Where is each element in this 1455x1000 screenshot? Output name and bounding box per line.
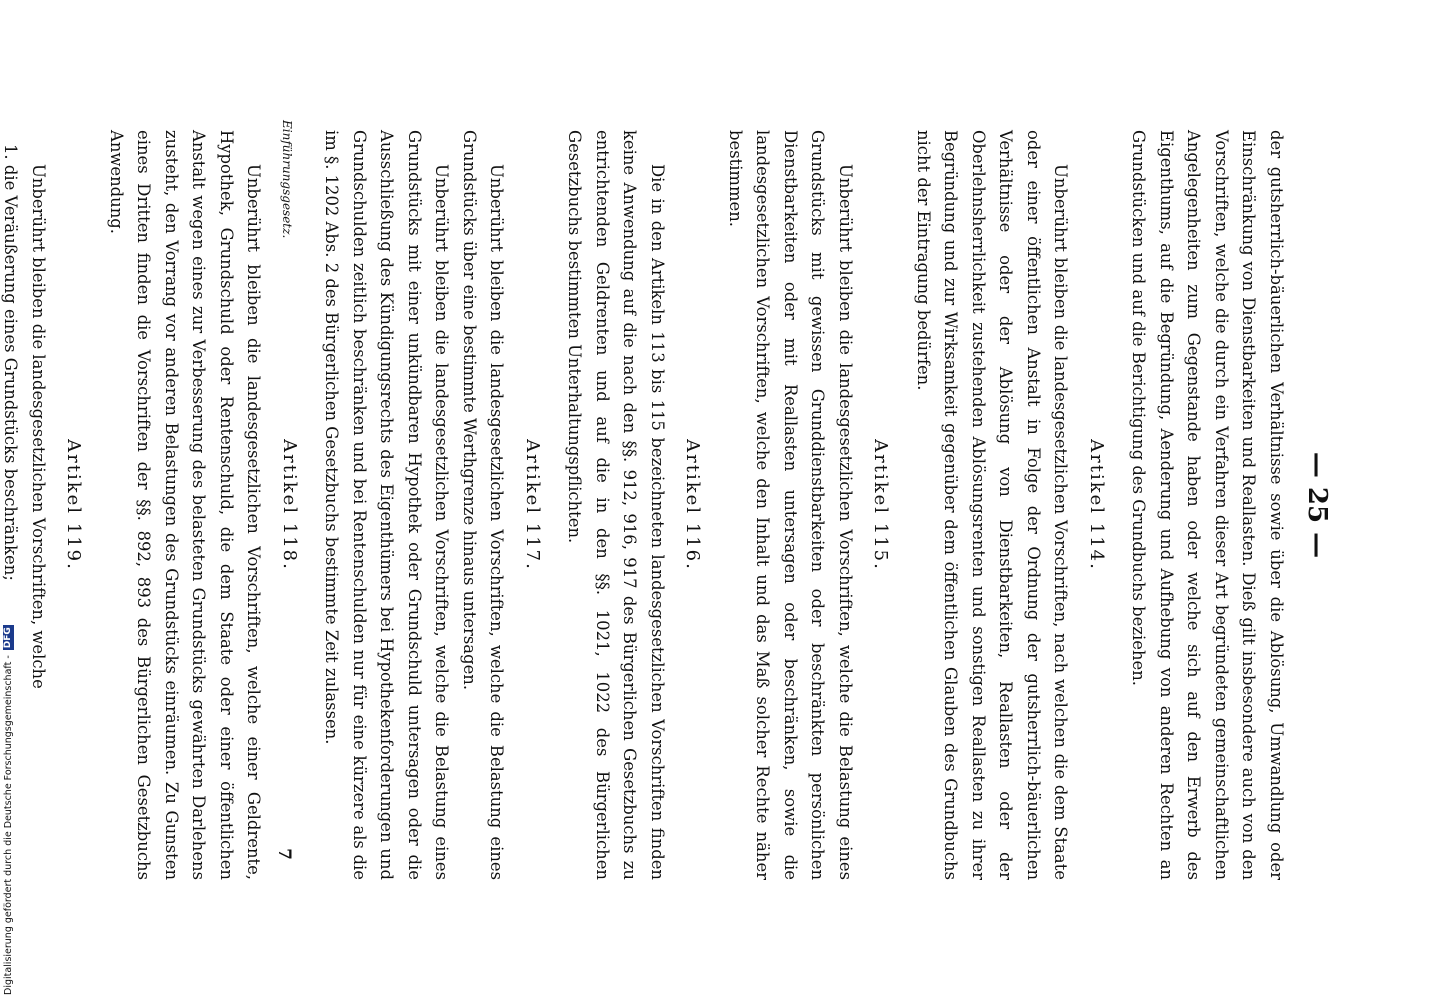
dfg-logo-icon: DFG [3, 627, 13, 649]
list-item: 1. die Veräußerung eines Grundstücks beschränken; [1, 144, 21, 581]
page-footer [264, 120, 294, 880]
paragraph: der gutsherrlich-bäuerlichen Verhältnisse sowie über die Ablösung, Umwandlung oder Einschränkung von Dienstbarkeiten und Reallasten. Dieß gilt insbesondere auch von den Vorschriften, welche die durch ein Verfahren dieser Art begründeten gemeinschaftlichen Angelegenheiten zum Gegenstande haben oder welche sich auf den Erwerb des Eigenthums, auf die Begründung, Aenderung und Aufhebung von anderen Rechten an Grundstücken und auf die Berichtigung des Grundbuchs beziehen. [1129, 130, 1286, 880]
article-heading: Artikel 117. [522, 439, 543, 571]
paragraph: Unberührt bleiben die landesgesetzlichen Vorschriften, welche die Belastung eines Grundstücks mit gewissen Grunddienstbarkeiten oder beschränkten persönlichen Dienstbarkeiten oder mit Reallasten untersagen oder beschränken, sowie die landesgesetzlichen Vorschriften, welche den Inhalt und das Maß solcher Rechte näher bestimmen. [726, 130, 855, 880]
paragraph: Unberührt bleiben die landesgesetzlichen Vorschriften, welche die Belastung eines Grundstücks mit einer unkündbaren Hypothek oder Grundschuld untersagen oder die Ausschließung des Kündigungsrechts des Eigenthümers bei Hypothekenforderungen und Grundschulden zeitlich beschränken und bei Rentenschulden nur für eine kürzere als die im §. 1202 Abs. 2 des Bürgerlichen Gesetzbuchs bestimmte Zeit zulassen. [322, 130, 452, 880]
paragraph: Unberührt bleiben die landesgesetzlichen Vorschriften, welche die Belastung eines Grundstücks über eine bestimmte Werthgrenze hinaus untersagen. [460, 130, 507, 880]
page-number: — 25 — [1302, 451, 1332, 559]
paragraph: Unberührt bleiben die landesgesetzlichen Vorschriften, nach welchen die dem Staate oder einer öffentlichen Anstalt in Folge der Ordnung der gutsherrlich-bäuerlichen Verhältnisse oder der Ablösung von Dienstbarkeiten, Reallasten oder der Oberlehnsherrlichkeit zustehenden Ablösungsrenten und sonstigen Reallasten zu ihrer Begründung und zur Wirksamkeit gegenüber dem öffentlichen Glauben des Grundbuchs nicht der Eintragung bedürfen. [914, 130, 1071, 880]
article-heading: Artikel 118. [279, 439, 300, 571]
page-body [0, 130, 1290, 880]
signature-mark: 7 [274, 848, 294, 860]
paragraph: Unberührt bleiben die landesgesetzlichen Vorschriften, welche [29, 164, 48, 689]
article-heading: Artikel 114. [1086, 439, 1107, 571]
digitization-notice [2, 595, 16, 995]
article-heading: Artikel 119. [63, 439, 85, 571]
article-heading: Artikel 116. [682, 439, 704, 571]
footer-title: Einführungsgesetz. [280, 120, 294, 239]
paragraph: Die in den Artikeln 113 bis 115 bezeichneten landesgesetzlichen Vorschriften finden keine Anwendung auf die nach den §§. 912, 916, 917 des Bürgerlichen Gesetzbuchs zu entrichtenden Geldrenten und auf die in den §§. 1021, 1022 des Bürgerlichen Gesetzbuchs bestimmten Unterhaltungspflichten. [565, 130, 667, 880]
paragraph: Unberührt bleiben die landesgesetzlichen Vorschriften, welche einer Geldrente, Hypothek, Grundschuld oder Rentenschuld, die dem Staate oder einer öffentlichen Anstalt wegen eines zur Verbesserung des belasteten Grundstücks gewährten Darlehens zusteht, den Vorrang vor anderen Belastungen des Grundstücks einräumen. Zu Gunsten eines Dritten finden die Vorschriften der §§. 892, 893 des Bürgerlichen Gesetzbuchs Anwendung. [107, 130, 264, 880]
article-heading: Artikel 115. [870, 439, 892, 571]
digitization-text: Digitalisierung gefördert durch die Deutsche Forschungsgemeinschaft - [3, 655, 14, 995]
